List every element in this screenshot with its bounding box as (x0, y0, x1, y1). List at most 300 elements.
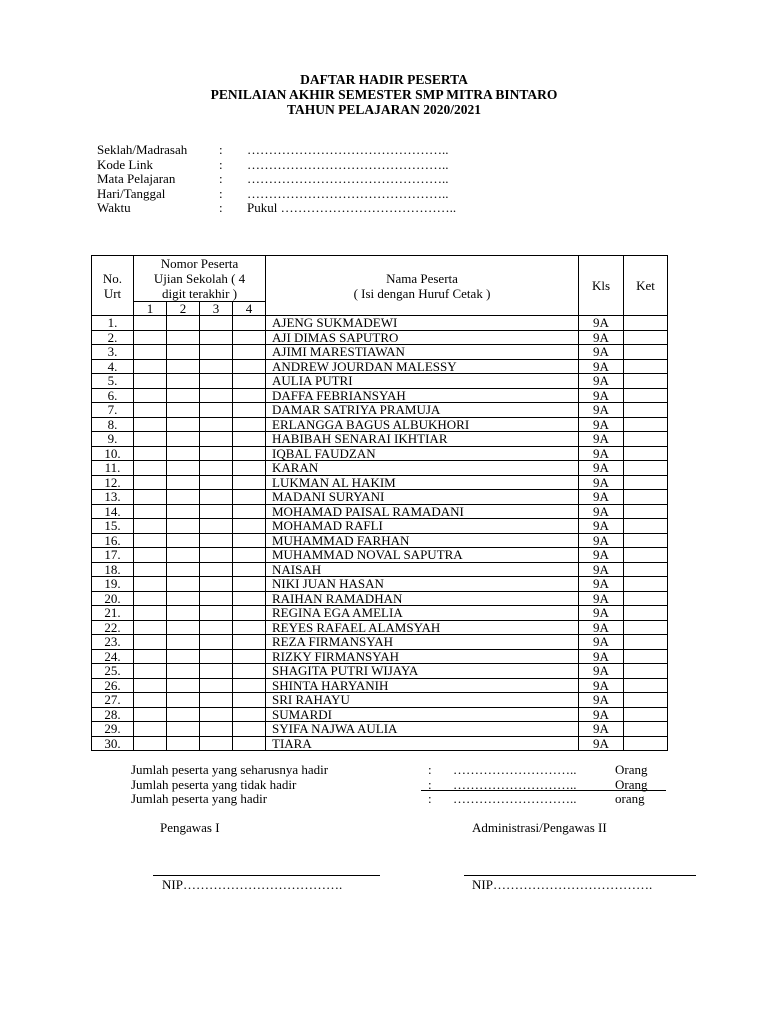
table-row (92, 504, 668, 519)
digit-cell (134, 403, 167, 418)
info-colon: : (219, 156, 223, 172)
table-row (92, 475, 668, 490)
digit-cell (233, 722, 266, 737)
digit-cell (167, 461, 200, 476)
digit-cell (200, 417, 233, 432)
digit-cell (134, 417, 167, 432)
participant-name: MADANI SURYANI (266, 490, 579, 505)
signature-line-right (464, 875, 696, 876)
table-row (92, 664, 668, 679)
digit-cell (167, 490, 200, 505)
digit-cell (134, 707, 167, 722)
digit-cell (167, 678, 200, 693)
digit-cell (167, 736, 200, 751)
digit-cell (167, 664, 200, 679)
participant-name: NIKI JUAN HASAN (266, 577, 579, 592)
digit-cell (134, 562, 167, 577)
ket-cell (624, 345, 668, 360)
digit-cell (167, 359, 200, 374)
row-number: 21. (92, 606, 134, 621)
signature-nip-right: NIP………………………………. (472, 877, 653, 892)
ket-cell (624, 330, 668, 345)
digit-cell (134, 678, 167, 693)
digit-cell (200, 577, 233, 592)
digit-cell (134, 664, 167, 679)
ket-cell (624, 664, 668, 679)
row-number: 11. (92, 461, 134, 476)
signature-nip-left: NIP………………………………. (162, 877, 343, 892)
digit-cell (200, 678, 233, 693)
digit-cell (134, 533, 167, 548)
digit-cell (134, 591, 167, 606)
info-colon: : (219, 142, 223, 157)
participant-name: MUHAMMAD FARHAN (266, 533, 579, 548)
digit-cell (200, 403, 233, 418)
participant-name: AULIA PUTRI (266, 374, 579, 389)
digit-cell (200, 345, 233, 360)
digit-cell (134, 374, 167, 389)
header-kls: Kls (579, 256, 624, 316)
ket-cell (624, 562, 668, 577)
table-row (92, 635, 668, 650)
ket-cell (624, 548, 668, 563)
digit-cell (200, 635, 233, 650)
row-number: 7. (92, 403, 134, 418)
digit-cell (167, 707, 200, 722)
digit-cell (200, 374, 233, 389)
digit-cell (134, 736, 167, 751)
row-number: 18. (92, 562, 134, 577)
digit-cell (200, 475, 233, 490)
class-cell: 9A (579, 606, 624, 621)
summary-unit: Orang (615, 762, 648, 777)
digit-cell (200, 446, 233, 461)
digit-cell (233, 345, 266, 360)
digit-cell (233, 577, 266, 592)
digit-cell (233, 432, 266, 447)
digit-cell (167, 548, 200, 563)
digit-cell (233, 316, 266, 331)
ket-cell (624, 591, 668, 606)
digit-cell (167, 374, 200, 389)
participant-name: KARAN (266, 461, 579, 476)
ket-cell (624, 417, 668, 432)
ket-cell (624, 722, 668, 737)
class-cell: 9A (579, 562, 624, 577)
digit-cell (200, 736, 233, 751)
digit-cell (167, 388, 200, 403)
digit-cell (200, 591, 233, 606)
ket-cell (624, 432, 668, 447)
class-cell: 9A (579, 533, 624, 548)
table-row (92, 649, 668, 664)
info-colon: : (219, 200, 223, 215)
class-cell: 9A (579, 591, 624, 606)
digit-cell (167, 475, 200, 490)
class-cell: 9A (579, 519, 624, 534)
class-cell: 9A (579, 432, 624, 447)
table-row (92, 432, 668, 447)
row-number: 17. (92, 548, 134, 563)
document-title-line-1: DAFTAR HADIR PESERTA (300, 72, 468, 87)
row-number: 25. (92, 664, 134, 679)
participant-name: REYES RAFAEL ALAMSYAH (266, 620, 579, 635)
summary-value: ……………………….. (453, 791, 577, 806)
digit-cell (134, 432, 167, 447)
digit-cell (167, 591, 200, 606)
digit-cell (167, 722, 200, 737)
participant-name: SYIFA NAJWA AULIA (266, 722, 579, 737)
signature-title-left: Pengawas I (160, 820, 220, 835)
participant-name: LUKMAN AL HAKIM (266, 475, 579, 490)
table-row (92, 461, 668, 476)
digit-cell (233, 678, 266, 693)
digit-cell (200, 693, 233, 708)
class-cell: 9A (579, 417, 624, 432)
digit-cell (167, 330, 200, 345)
participant-name: MOHAMAD PAISAL RAMADANI (266, 504, 579, 519)
document-title-line-2: PENILAIAN AKHIR SEMESTER SMP MITRA BINTARO (210, 87, 558, 102)
row-number: 15. (92, 519, 134, 534)
digit-cell (134, 693, 167, 708)
summary-label: Jumlah peserta yang hadir (131, 791, 268, 806)
digit-cell (200, 722, 233, 737)
digit-cell (167, 606, 200, 621)
ket-cell (624, 490, 668, 505)
ket-cell (624, 316, 668, 331)
digit-cell (233, 664, 266, 679)
ket-cell (624, 678, 668, 693)
digit-cell (233, 591, 266, 606)
class-cell: 9A (579, 359, 624, 374)
info-label: Seklah/Madrasah (97, 142, 188, 157)
digit-cell (167, 345, 200, 360)
participant-name: SRI RAHAYU (266, 693, 579, 708)
info-value: ……………………………………….. (247, 185, 449, 201)
class-cell: 9A (579, 620, 624, 635)
digit-cell (233, 693, 266, 708)
digit-cell (134, 446, 167, 461)
class-cell: 9A (579, 475, 624, 490)
digit-cell (200, 432, 233, 447)
digit-cell (233, 533, 266, 548)
ket-cell (624, 504, 668, 519)
digit-cell (200, 461, 233, 476)
digit-cell (167, 432, 200, 447)
row-number: 29. (92, 722, 134, 737)
digit-cell (134, 359, 167, 374)
digit-cell (200, 359, 233, 374)
digit-cell (167, 504, 200, 519)
header-digit: 3 (200, 302, 233, 316)
digit-cell (233, 736, 266, 751)
digit-cell (134, 490, 167, 505)
digit-cell (167, 635, 200, 650)
signature-line-left (153, 875, 380, 876)
digit-cell (200, 330, 233, 345)
ket-cell (624, 403, 668, 418)
digit-cell (134, 722, 167, 737)
row-number: 13. (92, 490, 134, 505)
summary-value: ……………………….. (453, 776, 577, 792)
row-number: 24. (92, 649, 134, 664)
digit-cell (233, 461, 266, 476)
info-label: Mata Pelajaran (97, 171, 176, 186)
digit-cell (233, 403, 266, 418)
row-number: 1. (92, 316, 134, 331)
digit-cell (134, 606, 167, 621)
digit-cell (200, 533, 233, 548)
ket-cell (624, 446, 668, 461)
row-number: 28. (92, 707, 134, 722)
digit-cell (134, 519, 167, 534)
row-number: 3. (92, 345, 134, 360)
attendance-table (91, 255, 668, 751)
participant-name: RIZKY FIRMANSYAH (266, 649, 579, 664)
table-row (92, 490, 668, 505)
ket-cell (624, 736, 668, 751)
info-colon: : (219, 171, 223, 186)
digit-cell (134, 548, 167, 563)
digit-cell (200, 548, 233, 563)
class-cell: 9A (579, 316, 624, 331)
table-row (92, 345, 668, 360)
ket-cell (624, 693, 668, 708)
class-cell: 9A (579, 707, 624, 722)
info-label: Hari/Tanggal (97, 185, 166, 201)
ket-cell (624, 374, 668, 389)
digit-cell (134, 345, 167, 360)
digit-cell (233, 374, 266, 389)
class-cell: 9A (579, 693, 624, 708)
digit-cell (200, 649, 233, 664)
digit-cell (134, 649, 167, 664)
digit-cell (233, 359, 266, 374)
table-row (92, 403, 668, 418)
digit-cell (167, 693, 200, 708)
info-value: ……………………………………….. (247, 156, 449, 172)
class-cell: 9A (579, 635, 624, 650)
digit-cell (233, 504, 266, 519)
table-row (92, 591, 668, 606)
ket-cell (624, 519, 668, 534)
table-row (92, 678, 668, 693)
class-cell: 9A (579, 504, 624, 519)
table-row (92, 562, 668, 577)
digit-cell (233, 649, 266, 664)
row-number: 2. (92, 330, 134, 345)
digit-cell (167, 316, 200, 331)
row-number: 5. (92, 374, 134, 389)
table-row (92, 533, 668, 548)
class-cell: 9A (579, 736, 624, 751)
class-cell: 9A (579, 446, 624, 461)
digit-cell (200, 519, 233, 534)
participant-name: ERLANGGA BAGUS ALBUKHORI (266, 417, 579, 432)
class-cell: 9A (579, 722, 624, 737)
digit-cell (200, 664, 233, 679)
participant-name: REZA FIRMANSYAH (266, 635, 579, 650)
digit-cell (233, 388, 266, 403)
header-nama-peserta: Nama Peserta ( Isi dengan Huruf Cetak ) (266, 256, 579, 316)
header-no-urut: No. Urt (92, 256, 134, 316)
class-cell: 9A (579, 577, 624, 592)
digit-cell (134, 461, 167, 476)
table-row (92, 374, 668, 389)
digit-cell (233, 635, 266, 650)
digit-cell (134, 504, 167, 519)
digit-cell (167, 417, 200, 432)
row-number: 23. (92, 635, 134, 650)
digit-cell (167, 533, 200, 548)
participant-name: DAFFA FEBRIANSYAH (266, 388, 579, 403)
participant-name: AJIMI MARESTIAWAN (266, 345, 579, 360)
header-digit: 4 (233, 302, 266, 316)
class-cell: 9A (579, 330, 624, 345)
info-label: Kode Link (97, 156, 153, 172)
table-row (92, 693, 668, 708)
digit-cell (200, 504, 233, 519)
ket-cell (624, 707, 668, 722)
participant-name: IQBAL FAUDZAN (266, 446, 579, 461)
digit-cell (200, 388, 233, 403)
class-cell: 9A (579, 403, 624, 418)
summary-label: Jumlah peserta yang seharusnya hadir (131, 762, 329, 777)
table-row (92, 620, 668, 635)
summary-colon: : (428, 762, 432, 777)
digit-cell (233, 475, 266, 490)
class-cell: 9A (579, 490, 624, 505)
info-value: ……………………………………….. (247, 142, 449, 157)
digit-cell (200, 707, 233, 722)
table-row (92, 388, 668, 403)
digit-cell (233, 417, 266, 432)
summary-label: Jumlah peserta yang tidak hadir (131, 776, 297, 792)
row-number: 9. (92, 432, 134, 447)
digit-cell (233, 620, 266, 635)
class-cell: 9A (579, 388, 624, 403)
row-number: 14. (92, 504, 134, 519)
row-number: 30. (92, 736, 134, 751)
row-number: 26. (92, 678, 134, 693)
digit-cell (233, 606, 266, 621)
info-value: ……………………………………….. (247, 171, 449, 186)
ket-cell (624, 359, 668, 374)
header-nomor-peserta: Nomor Peserta Ujian Sekolah ( 4 digit terakhir ) (134, 256, 266, 302)
participant-name: SUMARDI (266, 707, 579, 722)
class-cell: 9A (579, 678, 624, 693)
digit-cell (200, 562, 233, 577)
participant-name: DAMAR SATRIYA PRAMUJA (266, 403, 579, 418)
ket-cell (624, 635, 668, 650)
ket-cell (624, 649, 668, 664)
table-row (92, 707, 668, 722)
ket-cell (624, 533, 668, 548)
ket-cell (624, 475, 668, 490)
summary-value: ……………………….. (453, 762, 577, 777)
table-row (92, 548, 668, 563)
class-cell: 9A (579, 461, 624, 476)
participant-name: NAISAH (266, 562, 579, 577)
row-number: 22. (92, 620, 134, 635)
ket-cell (624, 388, 668, 403)
table-row (92, 446, 668, 461)
ket-cell (624, 606, 668, 621)
digit-cell (233, 707, 266, 722)
participant-name: REGINA EGA AMELIA (266, 606, 579, 621)
info-value: Pukul ………………………………….. (247, 200, 457, 215)
ket-cell (624, 620, 668, 635)
class-cell: 9A (579, 664, 624, 679)
participant-name: HABIBAH SENARAI IKHTIAR (266, 432, 579, 447)
row-number: 12. (92, 475, 134, 490)
header-ket: Ket (624, 256, 668, 316)
digit-cell (167, 519, 200, 534)
table-row (92, 722, 668, 737)
digit-cell (167, 446, 200, 461)
table-row (92, 519, 668, 534)
participant-name: TIARA (266, 736, 579, 751)
table-row (92, 359, 668, 374)
ket-cell (624, 461, 668, 476)
digit-cell (233, 446, 266, 461)
digit-cell (167, 649, 200, 664)
table-row (92, 330, 668, 345)
row-number: 10. (92, 446, 134, 461)
summary-colon: : (428, 791, 432, 806)
row-number: 16. (92, 533, 134, 548)
info-label: Waktu (97, 200, 131, 215)
row-number: 27. (92, 693, 134, 708)
digit-cell (167, 620, 200, 635)
digit-cell (134, 577, 167, 592)
class-cell: 9A (579, 548, 624, 563)
digit-cell (167, 403, 200, 418)
digit-cell (233, 548, 266, 563)
table-header-row (92, 256, 668, 302)
table-row (92, 606, 668, 621)
header-digit: 2 (167, 302, 200, 316)
signature-title-right: Administrasi/Pengawas II (472, 820, 607, 835)
digit-cell (233, 490, 266, 505)
participant-name: MOHAMAD RAFLI (266, 519, 579, 534)
table-row (92, 316, 668, 331)
ket-cell (624, 577, 668, 592)
digit-cell (134, 475, 167, 490)
row-number: 4. (92, 359, 134, 374)
digit-cell (233, 562, 266, 577)
digit-cell (134, 330, 167, 345)
summary-underline (421, 790, 666, 791)
digit-cell (134, 316, 167, 331)
participant-name: SHAGITA PUTRI WIJAYA (266, 664, 579, 679)
table-row (92, 577, 668, 592)
class-cell: 9A (579, 649, 624, 664)
participant-name: RAIHAN RAMADHAN (266, 591, 579, 606)
digit-cell (200, 316, 233, 331)
digit-cell (134, 388, 167, 403)
row-number: 6. (92, 388, 134, 403)
participant-name: SHINTA HARYANIH (266, 678, 579, 693)
digit-cell (233, 330, 266, 345)
row-number: 19. (92, 577, 134, 592)
table-row (92, 736, 668, 751)
digit-cell (200, 606, 233, 621)
summary-unit: orang (615, 791, 645, 806)
info-colon: : (219, 185, 223, 201)
digit-cell (167, 577, 200, 592)
participant-name: MUHAMMAD NOVAL SAPUTRA (266, 548, 579, 563)
